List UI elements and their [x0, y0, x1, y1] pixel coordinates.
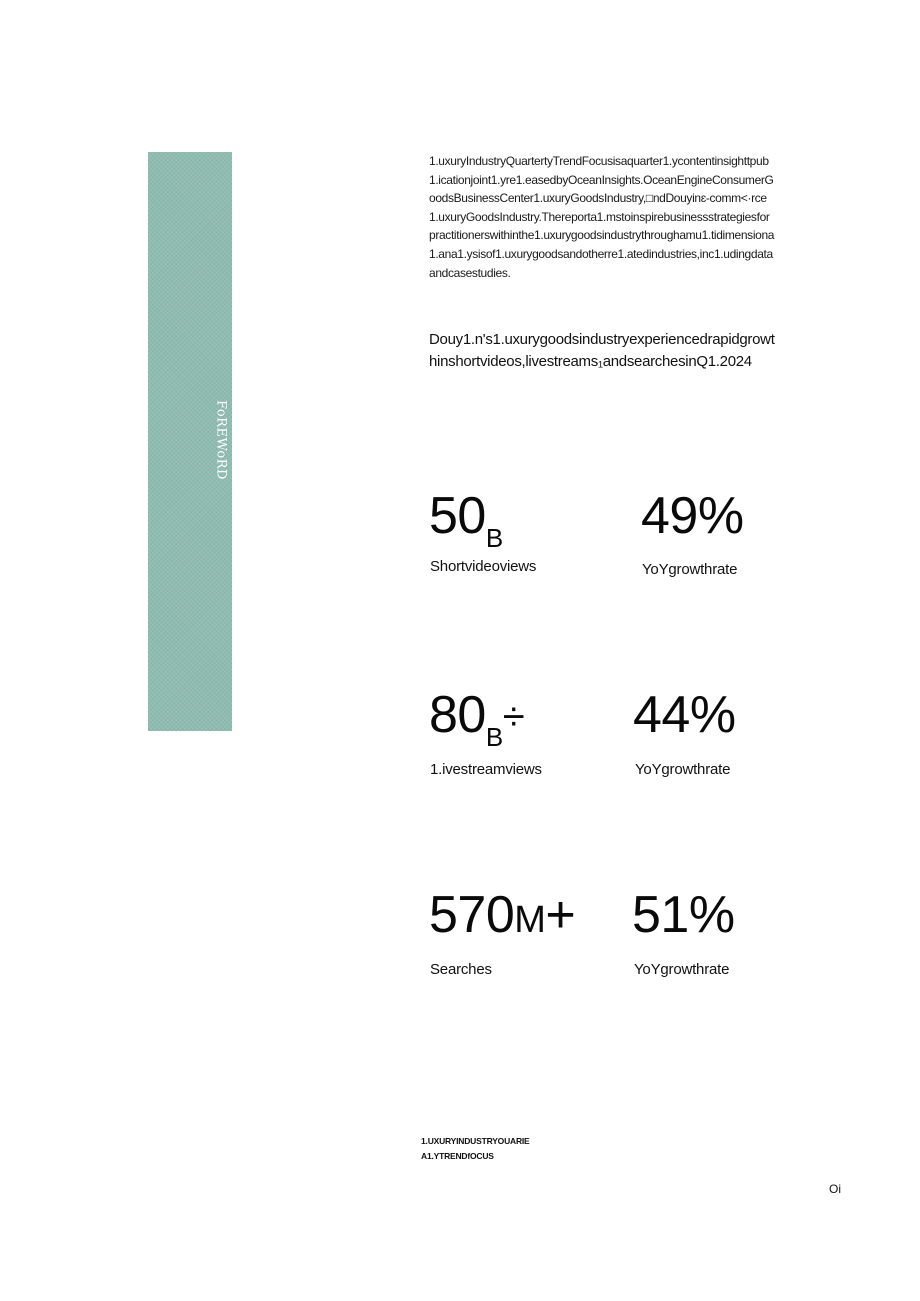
stat-unit: M: [514, 899, 546, 941]
stat-growth-livestream: 44%: [633, 686, 736, 744]
stat-growth-label-searches: YoYgrowthrate: [634, 961, 730, 978]
stat-number: 50: [429, 487, 486, 545]
stat-symbol: ÷: [502, 695, 525, 739]
stat-growth-short-video: 49%: [641, 487, 744, 545]
stat-unit: B: [485, 722, 503, 752]
stat-growth-label-short-video: YoYgrowthrate: [642, 561, 738, 578]
stat-growth-label-livestream: YoYgrowthrate: [635, 761, 731, 778]
stat-symbol: +: [545, 886, 576, 944]
footer-report-title: 1.UXURYINDUSTRYOUARIEA1.YTRENDfOCUS: [421, 1136, 530, 1161]
stat-value-livestream: [429, 686, 525, 752]
stat-number: 570: [429, 886, 515, 944]
section-label: FoREWoRD: [213, 400, 229, 480]
stat-number: 80: [429, 686, 486, 744]
headline: Douy1.n's1.uxurygoodsindustryexperiencedrapidgrowthinshortvideos,livestreams₁andsearchesinQ1.2024: [429, 331, 775, 370]
page-number: Oi: [829, 1182, 841, 1196]
stat-value-searches: [429, 886, 576, 946]
stat-value-short-video: [429, 487, 503, 553]
stat-label-searches: Searches: [430, 961, 492, 978]
stat-unit: B: [485, 523, 503, 553]
stat-label-livestream: 1.ivestreamviews: [430, 761, 542, 778]
stat-label-short-video: Shortvideoviews: [430, 558, 537, 575]
intro-paragraph: 1.uxuryIndustryQuartertyTrendFocusisaquarter1.ycontentinsighttpub1.icationjoint1.yre1.easedbyOceanInsights.OceanEngineConsumerGoodsBusinessCenter1.uxuryGoodsIndustry,□ndDouyinɛ-comm<·rce1.uxuryGoodsIndustry.Thereporta1.mstoinspirebusinessstrategiesforpractitionerswithinthe1.uxurygoodsindustrythroughamu1.tidimensiona1.ana1.ysisof1.uxurygoodsandotherre1.atedindustries,inc1.udingdataandcasestudies.: [429, 154, 775, 280]
stat-growth-searches: 51%: [632, 886, 735, 944]
